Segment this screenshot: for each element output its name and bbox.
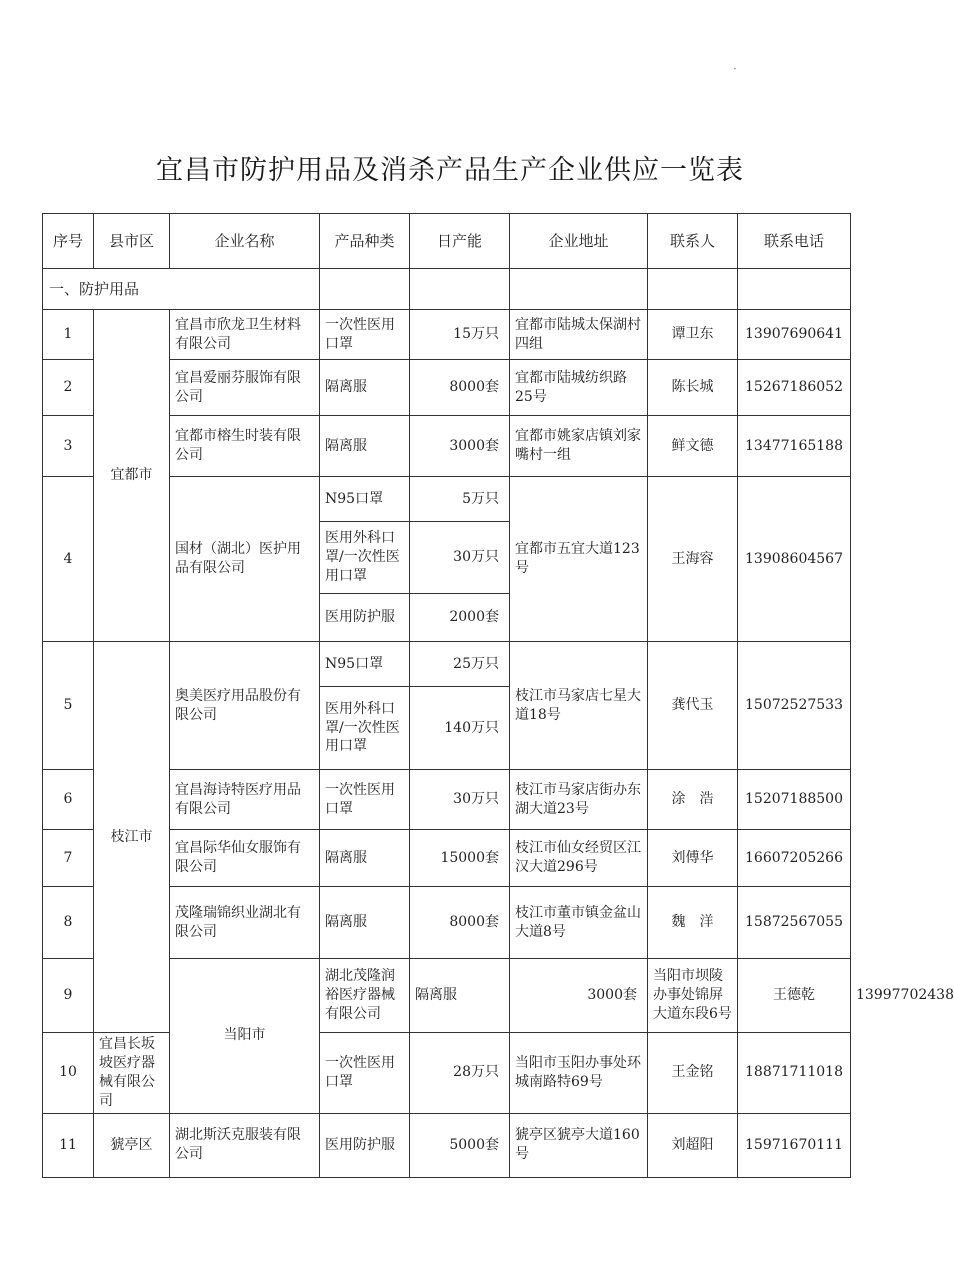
district-cell: 当阳市: [170, 959, 320, 1114]
contact-person: 王海容: [648, 477, 738, 642]
contact-person: 王金铭: [648, 1033, 738, 1114]
daily-capacity: 140万只: [410, 687, 510, 770]
header-product: 产品种类: [320, 214, 410, 269]
table-row: [43, 310, 851, 360]
contact-person: 谭卫东: [648, 310, 738, 360]
daily-capacity: 28万只: [410, 1033, 510, 1114]
daily-capacity: 8000套: [410, 887, 510, 959]
header-address: 企业地址: [510, 214, 648, 269]
company-name: 宜昌长坂坡医疗器械有限公司: [94, 1033, 170, 1114]
product-type: 一次性医用口罩: [320, 1033, 410, 1114]
company-address: 宜都市姚家店镇刘家嘴村一组: [510, 416, 648, 477]
daily-capacity: 3000套: [410, 416, 510, 477]
header-contact: 联系人: [648, 214, 738, 269]
contact-person: 鲜文德: [648, 416, 738, 477]
daily-capacity: 5万只: [410, 477, 510, 522]
company-name: 宜昌际华仙女服饰有限公司: [170, 830, 320, 887]
daily-capacity: 5000套: [410, 1113, 510, 1177]
company-address: 宜都市陆城纺织路25号: [510, 360, 648, 416]
row-no: 5: [43, 642, 94, 770]
section-row: [43, 269, 851, 310]
product-type: 一次性医用口罩: [320, 310, 410, 360]
header-company: 企业名称: [170, 214, 320, 269]
company-address: 枝江市仙女经贸区江汉大道296号: [510, 830, 648, 887]
district-cell: 猇亭区: [94, 1113, 170, 1177]
product-type: 隔离服: [320, 830, 410, 887]
contact-person: 龚代玉: [648, 642, 738, 770]
product-type: 隔离服: [320, 360, 410, 416]
contact-person: 魏 洋: [648, 887, 738, 959]
company-address: 宜都市陆城太保湖村四组: [510, 310, 648, 360]
company-name: 宜都市榕生时装有限公司: [170, 416, 320, 477]
company-address: 枝江市马家店街办东湖大道23号: [510, 770, 648, 830]
row-no: 3: [43, 416, 94, 477]
row-no: 2: [43, 360, 94, 416]
product-type: 医用外科口罩/一次性医用口罩: [320, 687, 410, 770]
daily-capacity: 15万只: [410, 310, 510, 360]
row-no: 9: [43, 959, 94, 1033]
contact-phone: 13477165188: [738, 416, 851, 477]
product-type: 医用外科口罩/一次性医用口罩: [320, 522, 410, 594]
scan-speck: ·: [733, 62, 737, 76]
company-address: 当阳市坝陵办事处锦屏大道东段6号: [648, 959, 738, 1033]
contact-phone: 18871711018: [738, 1033, 851, 1114]
company-address: 枝江市董市镇金盆山大道8号: [510, 887, 648, 959]
company-name: 宜昌海诗特医疗用品有限公司: [170, 770, 320, 830]
company-name: 宜昌市欣龙卫生材料有限公司: [170, 310, 320, 360]
table-row: [43, 1033, 851, 1114]
company-name: 湖北斯沃克服装有限公司: [170, 1113, 320, 1177]
contact-phone: 15072527533: [738, 642, 851, 770]
supplier-table: [42, 213, 954, 1178]
row-no: 7: [43, 830, 94, 887]
contact-phone: 16607205266: [738, 830, 851, 887]
contact-person: 涂 浩: [648, 770, 738, 830]
daily-capacity: 2000套: [410, 594, 510, 642]
header-district: 县市区: [94, 214, 170, 269]
header-phone: 联系电话: [738, 214, 851, 269]
product-type: N95口罩: [320, 642, 410, 687]
daily-capacity: 30万只: [410, 522, 510, 594]
contact-person: 刘傅华: [648, 830, 738, 887]
daily-capacity: 15000套: [410, 830, 510, 887]
contact-phone: 15267186052: [738, 360, 851, 416]
product-type: 医用防护服: [320, 1113, 410, 1177]
product-type: 医用防护服: [320, 594, 410, 642]
page-title: 宜昌市防护用品及消杀产品生产企业供应一览表: [156, 155, 744, 186]
table-row: [43, 1113, 851, 1177]
daily-capacity: 3000套: [510, 959, 648, 1033]
product-type: 一次性医用口罩: [320, 770, 410, 830]
contact-person: 王德乾: [738, 959, 851, 1033]
row-no: 8: [43, 887, 94, 959]
header-row: [43, 214, 851, 269]
header-capacity: 日产能: [410, 214, 510, 269]
product-type: 隔离服: [320, 416, 410, 477]
daily-capacity: 30万只: [410, 770, 510, 830]
company-name: 奥美医疗用品股份有限公司: [170, 642, 320, 770]
contact-phone: 13907690641: [738, 310, 851, 360]
district-cell: 枝江市: [94, 642, 170, 1033]
company-address: 枝江市马家店七星大道18号: [510, 642, 648, 770]
company-address: 宜都市五宜大道123号: [510, 477, 648, 642]
contact-person: 刘超阳: [648, 1113, 738, 1177]
company-name: 茂隆瑞锦织业湖北有限公司: [170, 887, 320, 959]
daily-capacity: 25万只: [410, 642, 510, 687]
company-address: 猇亭区猇亭大道160号: [510, 1113, 648, 1177]
contact-phone: 15971670111: [738, 1113, 851, 1177]
district-cell: 宜都市: [94, 310, 170, 642]
row-no: 11: [43, 1113, 94, 1177]
contact-phone: 15872567055: [738, 887, 851, 959]
product-type: N95口罩: [320, 477, 410, 522]
company-name: 湖北茂隆润裕医疗器械有限公司: [320, 959, 410, 1033]
daily-capacity: 8000套: [410, 360, 510, 416]
company-name: 宜昌爱丽芬服饰有限公司: [170, 360, 320, 416]
product-type: 隔离服: [410, 959, 510, 1033]
table-row: [43, 642, 851, 687]
contact-person: 陈长城: [648, 360, 738, 416]
contact-phone: 15207188500: [738, 770, 851, 830]
table-row: 9 当阳市 湖北茂隆润裕医疗器械有限公司 隔离服 3000套 当阳市坝陵办事处锦屏大道东段6号 王德乾 13997702438: [43, 959, 851, 1033]
contact-phone: 13908604567: [738, 477, 851, 642]
company-address: 当阳市玉阳办事处环城南路特69号: [510, 1033, 648, 1114]
row-no: 10: [43, 1033, 94, 1114]
row-no: 6: [43, 770, 94, 830]
section-title: 一、防护用品: [43, 269, 320, 310]
row-no: 4: [43, 477, 94, 642]
company-name: 国材（湖北）医护用品有限公司: [170, 477, 320, 642]
header-no: 序号: [43, 214, 94, 269]
row-no: 1: [43, 310, 94, 360]
product-type: 隔离服: [320, 887, 410, 959]
